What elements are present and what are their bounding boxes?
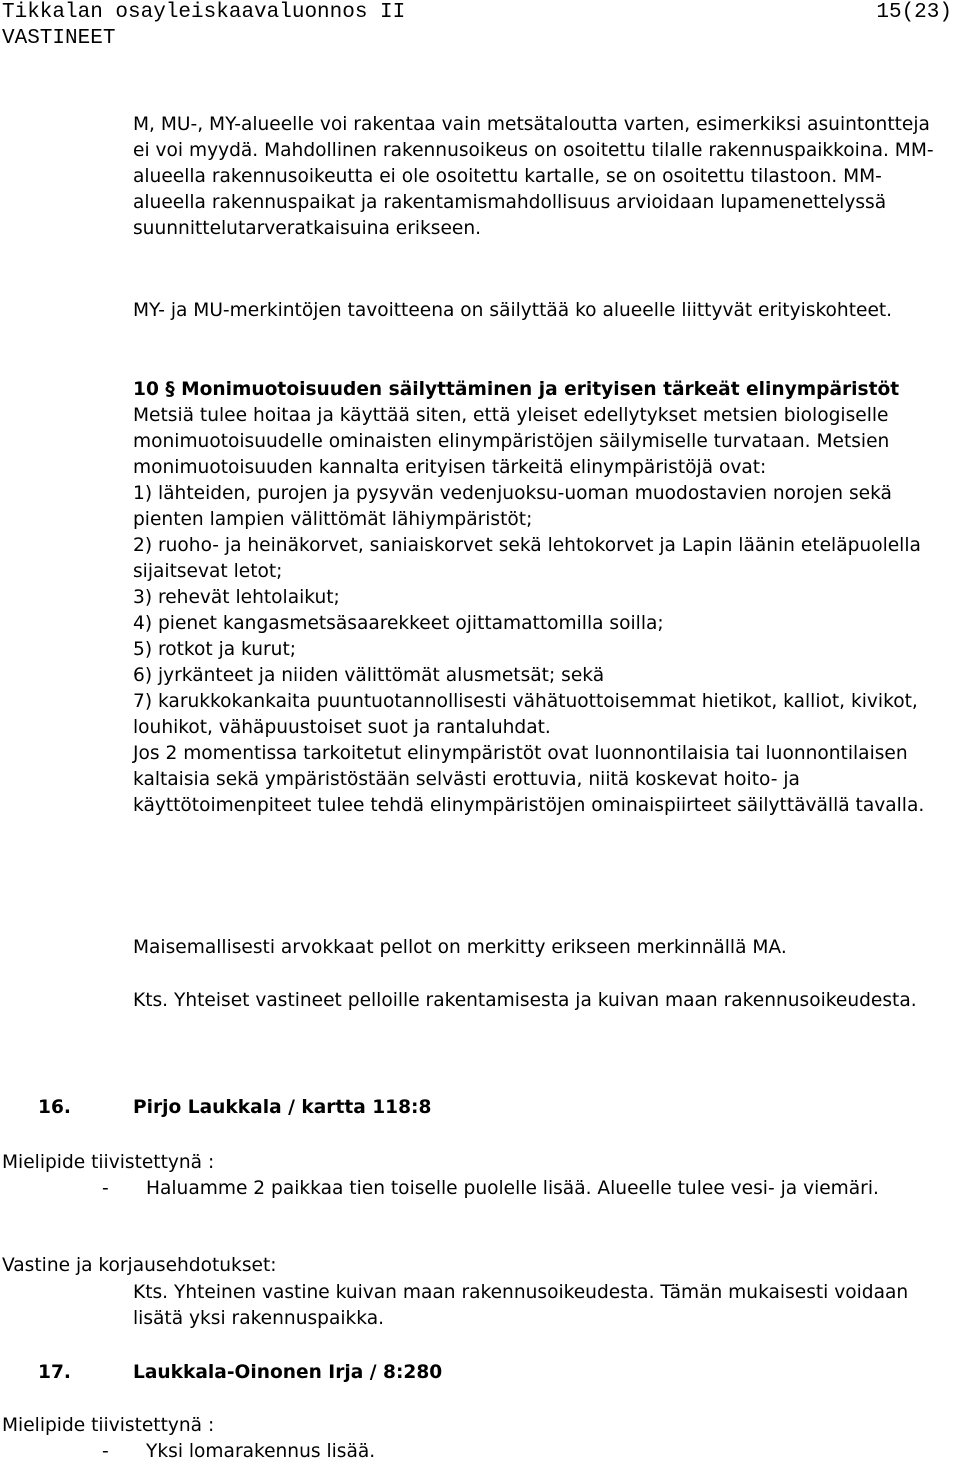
paragraph-my-mu — [133, 298, 952, 324]
law-outro: Jos 2 momentissa tarkoitetut elinympäristöt ovat luonnontilaisia tai luonnontilaisen kaltaisia sekä ympäristöstään selvästi erottuvia, niitä koskevat hoito- ja käyttötoimenpiteet tulee tehdä elinympäristöjen ominaispiirteet säilyttävällä tavalla. — [133, 743, 925, 816]
law-item: 5) rotkot ja kurut; — [133, 639, 297, 660]
law-item: 2) ruoho- ja heinäkorvet, saniaiskorvet sekä lehtokorvet ja Lapin läänin eteläpuolella sijaitsevat letot; — [133, 535, 921, 582]
opinion-text: Haluamme 2 paikkaa tien toiselle puolelle lisää. Alueelle tulee vesi- ja viemäri. — [146, 1178, 879, 1199]
document-title: Tikkalan osayleiskaavaluonnos II — [2, 1, 406, 24]
opinion-text: Yksi lomarakennus lisää. — [146, 1441, 376, 1462]
paragraph-text: Maisemallisesti arvokkaat pellot on merkitty erikseen merkinnällä MA. — [133, 937, 787, 958]
paragraph-maisema — [133, 935, 952, 961]
section-16-title: Pirjo Laukkala / kartta 118:8 — [133, 1097, 432, 1118]
law-item: 4) pienet kangasmetsäsaarekkeet ojittamattomilla soilla; — [133, 613, 664, 634]
paragraph-text: Kts. Yhteiset vastineet pelloille rakentamisesta ja kuivan maan rakennusoikeudesta. — [133, 990, 917, 1011]
law-title: Monimuotoisuuden säilyttäminen ja erityisen tärkeät elinympäristöt — [181, 379, 900, 400]
law-item: 6) jyrkänteet ja niiden välittömät alusmetsät; sekä — [133, 665, 605, 686]
law-item: 1) lähteiden, purojen ja pysyvän vedenjuoksu-uoman muodostavien norojen sekä pienten lampien välittömät lähiympäristöt; — [133, 483, 892, 530]
section-17-title: Laukkala-Oinonen Irja / 8:280 — [133, 1362, 443, 1383]
law-intro: Metsiä tulee hoitaa ja käyttää siten, että yleiset edellytykset metsien biologiselle monimuotoisuudelle ominaisten elinympäristöjen säilymiselle turvataan. Metsien monimuotoisuuden kannalta erityisen tärkeitä elinympäristöjä ovat: — [133, 405, 890, 478]
law-quote — [133, 377, 952, 819]
law-item: 3) rehevät lehtolaikut; — [133, 587, 340, 608]
page-header — [0, 0, 960, 52]
opinion-label: Mielipide tiivistettynä : — [2, 1152, 215, 1173]
opinion-item — [102, 1176, 930, 1202]
section-sign: § — [165, 379, 175, 400]
paragraph-kts — [133, 988, 952, 1014]
opinion-label: Mielipide tiivistettynä : — [2, 1415, 215, 1436]
response-label: Vastine ja korjausehdotukset: — [2, 1255, 277, 1276]
law-number: 10 — [133, 379, 159, 400]
section-17-number: 17. — [38, 1362, 71, 1383]
page-number: 15(23) — [876, 1, 952, 24]
section-16-number: 16. — [38, 1097, 71, 1118]
law-item: 7) karukkokankaita puuntuotannollisesti vähätuottoisemmat hietikot, kalliot, kivikot, louhikot, vähäpuustoiset suot ja rantaluhdat. — [133, 691, 918, 738]
paragraph-text: MY- ja MU-merkintöjen tavoitteena on säilyttää ko alueelle liittyvät erityiskohteet. — [133, 300, 893, 321]
document-subtitle: VASTINEET — [2, 27, 116, 50]
opinion-item — [102, 1439, 930, 1465]
paragraph-text: M, MU-, MY-alueelle voi rakentaa vain metsätaloutta varten, esimerkiksi asuintontteja ei voi myydä. Mahdollinen rakennusoikeus on osoitettu tilalle rakennuspaikkoina. MM-alueella rakennusoikeutta ei ole osoitettu kartalle, se on osoitettu tilastoon. MM-alueella rakennuspaikat ja rakentamismahdollisuus arvioidaan lupamenettelyssä suunnittelutarveratkaisuina erikseen. — [133, 114, 934, 239]
bullet-dash: - — [102, 1441, 109, 1462]
law-heading — [133, 377, 952, 403]
paragraph-rakennusoikeus — [133, 112, 952, 242]
response-block — [133, 1280, 952, 1332]
response-text: Kts. Yhteinen vastine kuivan maan rakennusoikeudesta. Tämän mukaisesti voidaan lisätä yksi rakennuspaikka. — [133, 1282, 909, 1329]
bullet-dash: - — [102, 1178, 109, 1199]
